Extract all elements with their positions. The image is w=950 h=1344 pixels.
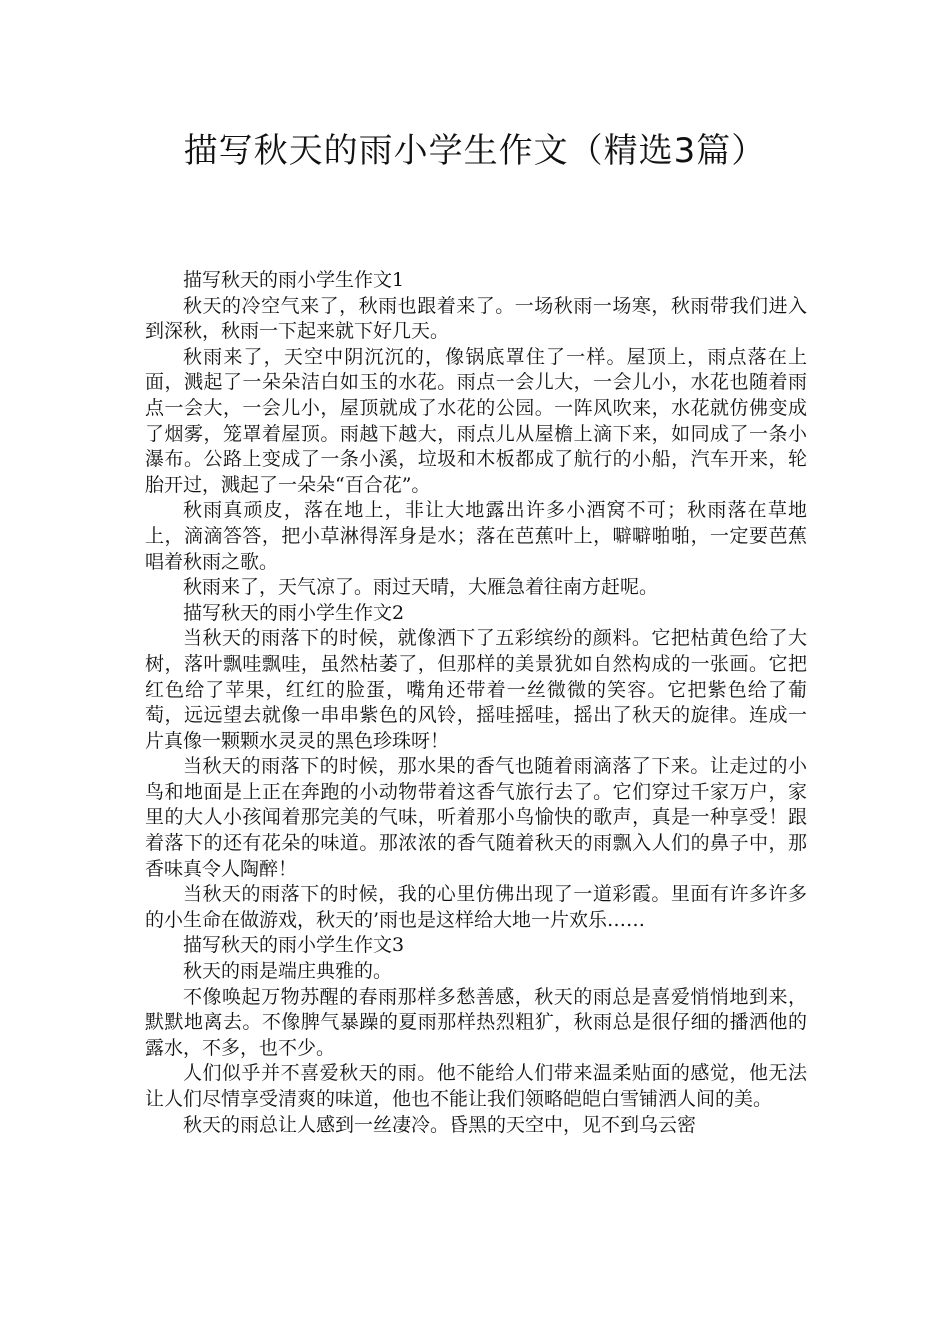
paragraph: 当秋天的雨落下的时候，那水果的香气也随着雨滴落了下来。让走过的小鸟和地面是上正在奔跑的小动物带着这香气旅行去了。它们穿过千家万户，家里的大人小孩闻着那完美的气味，听着那小鸟愉快的歌声，真是一种享受！跟着落下的还有花朵的味道。那浓浓的香气随着秋天的雨飘入人们的鼻子中，那香味真令人陶醉！: [145, 755, 807, 880]
paragraph: 当秋天的雨落下的时候，就像洒下了五彩缤纷的颜料。它把枯黄色给了大树，落叶飘哇飘哇，虽然枯萎了，但那样的美景犹如自然构成的一张画。它把红色给了苹果，红红的脸蛋，嘴角还带着一丝微微的笑容。它把紫色给了葡萄，远远望去就像一串串紫色的风铃，摇哇摇哇，摇出了秋天的旋律。连成一片真像一颗颗水灵灵的黑色珍珠呀！: [145, 627, 807, 752]
paragraph: 秋雨来了，天气凉了。雨过天晴，大雁急着往南方赶呢。: [183, 576, 659, 599]
paragraph: 秋天的冷空气来了，秋雨也跟着来了。一场秋雨一场寒，秋雨带我们进入到深秋，秋雨一下起来就下好几天。: [145, 294, 807, 343]
paragraph: 秋雨真顽皮，落在地上，非让大地露出许多小酒窝不可；秋雨落在草地上，滴滴答答，把小草淋得浑身是水；落在芭蕉叶上，噼噼啪啪，一定要芭蕉唱着秋雨之歌。: [145, 499, 807, 573]
section-heading-3: 描写秋天的雨小学生作文3: [183, 934, 405, 957]
paragraph: 人们似乎并不喜爱秋天的雨。他不能给人们带来温柔贴面的感觉，他无法让人们尽情享受清爽的味道，他也不能让我们领略皑皑白雪铺洒人间的美。: [145, 1062, 807, 1110]
paragraph: 当秋天的雨落下的时候，我的心里仿佛出现了一道彩霞。里面有许多许多的小生命在做游戏，秋天的’雨也是这样给大地一片欢乐……: [145, 883, 807, 931]
paragraph: 秋天的雨是端庄典雅的。: [183, 960, 393, 983]
section-heading-1: 描写秋天的雨小学生作文1: [183, 269, 405, 291]
paragraph: 不像唤起万物苏醒的春雨那样多愁善感，秋天的雨总是喜爱悄悄地到来，默默地离去。不像脾气暴躁的夏雨那样热烈粗犷，秋雨总是很仔细的播洒他的露水，不多，也不少。: [145, 985, 807, 1059]
document-title: 描写秋天的雨小学生作文（精选3篇）: [183, 131, 767, 171]
document-body: [145, 268, 807, 1138]
paragraph: 秋雨来了，天空中阴沉沉的，像锅底罩住了一样。屋顶上，雨点落在上面，溅起了一朵朵洁白如玉的水花。雨点一会儿大，一会儿小，水花也随着雨点一会大，一会儿小，屋顶就成了水花的公园。一阵风吹来，水花就仿佛变成了烟雾，笼罩着屋顶。雨越下越大，雨点儿从屋檐上滴下来，如同成了一条小瀑布。公路上变成了一条小溪，垃圾和木板都成了航行的小船，汽车开来，轮胎开过，溅起了一朵朵“百合花”。: [145, 345, 807, 496]
paragraph: 秋天的雨总让人感到一丝凄冷。昏黑的天空中，见不到乌云密: [183, 1113, 697, 1136]
section-heading-2: 描写秋天的雨小学生作文2: [183, 601, 405, 624]
